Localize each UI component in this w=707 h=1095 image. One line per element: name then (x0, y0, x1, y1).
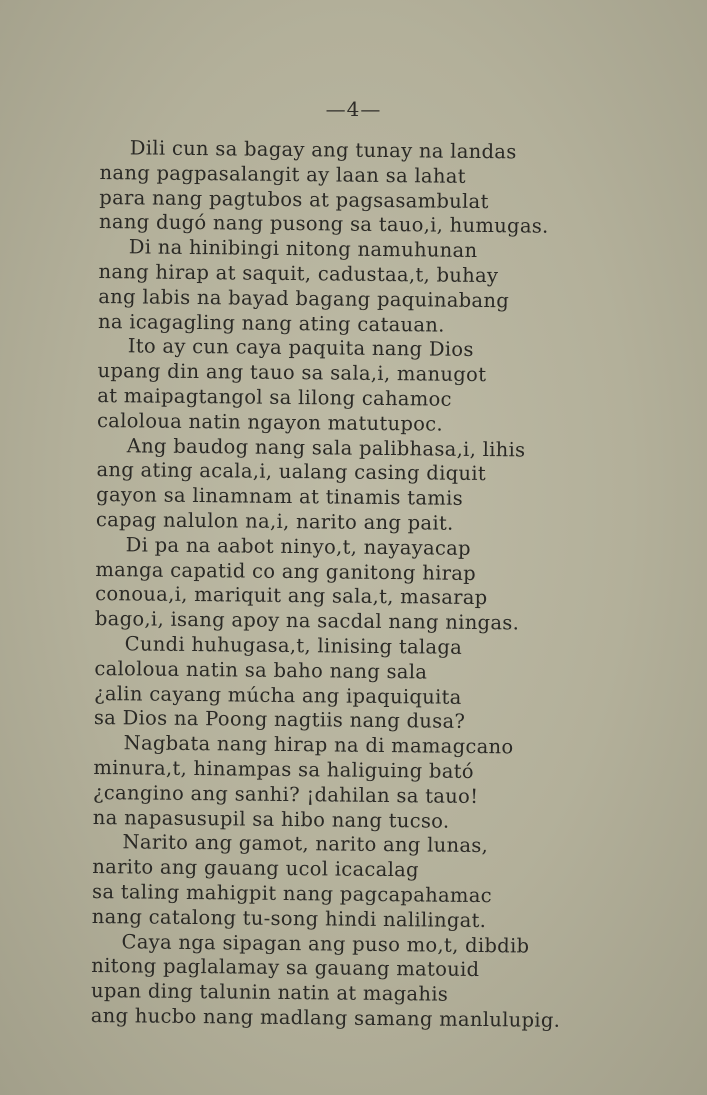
poem-line: manga capatid co ang ganitong hirap (95, 557, 477, 585)
poem-line: ¿alin cayang múcha ang ipaquiquita (94, 681, 462, 709)
poem-line: nang pagpasalangit ay laan sa lahat (99, 160, 466, 188)
poem-line: at maipagtangol sa lilong cahamoc (97, 383, 452, 411)
poem-line: Di pa na aabot ninyo,t, nayayacap (125, 533, 472, 560)
page-number: —4— (325, 97, 382, 121)
poem-line: caloloua natin sa baho nang sala (94, 656, 428, 684)
poem-line: nang hirap at saquit, cadustaa,t, buhay (98, 259, 499, 288)
poem-line: ang hucbo nang madlang samang manlulupig. (90, 1003, 561, 1032)
poem-line: upan ding talunin natin at magahis (90, 979, 449, 1006)
poem-line: Caya nga sipagan ang puso mo,t, dibdib (121, 929, 530, 958)
poem-line: narito ang gauang ucol icacalag (92, 855, 419, 882)
poem-line: conoua,i, mariquit ang sala,t, masarap (95, 582, 488, 610)
poem-line: caloloua natin ngayon matutupoc. (96, 408, 444, 436)
poem-line: Nagbata nang hirap na di mamagcano (123, 731, 514, 759)
poem-line: gayon sa linamnam at tinamis tamis (96, 483, 464, 510)
poem-line: ang ating acala,i, ualang casing diquit (96, 458, 487, 486)
poem-line: Ang baudog nang sala palibhasa,i, lihis (126, 433, 526, 462)
poem-line: na napasusupil sa hibo nang tucso. (92, 805, 450, 833)
poem-line: bago,i, isang apoy na sacdal nang ningas. (94, 607, 520, 635)
poem-line: capag nalulon na,i, narito ang pait. (95, 507, 454, 535)
poem-line: ang labis na bayad bagang paquinabang (98, 284, 510, 313)
poem-line: Ito ay cun caya paquita nang Dios (127, 334, 474, 362)
poem-line: Cundi huhugasa,t, linising talaga (124, 632, 463, 659)
poem-line: nang dugó nang pusong sa tauo,i, humugas. (98, 210, 549, 239)
poem-line: nang catalong tu-song hindi nalilingat. (91, 904, 487, 932)
poem-line: sa Dios na Poong nagtiis nang dusa? (93, 706, 466, 734)
poem-line: nitong paglalamay sa gauang matouid (91, 954, 480, 982)
poem-line: ¿cangino ang sanhi? ¡dahilan sa tauo! (93, 780, 479, 808)
poem-line: para nang pagtubos at pagsasambulat (99, 185, 489, 213)
poem-line: Narito ang gamot, narito ang lunas, (122, 830, 489, 858)
poem-line: sa taling mahigpit nang pagcapahamac (91, 879, 493, 908)
poem-line: na icagagling nang ating catauan. (97, 309, 445, 337)
poem-line: Di na hinibingi nitong namuhunan (128, 235, 478, 263)
poem-line: upang din ang tauo sa sala,i, manugot (97, 359, 487, 387)
poem-line: Dili cun sa bagay ang tunay na landas (129, 136, 517, 164)
poem-line: minura,t, hinampas sa haliguing bató (93, 755, 474, 783)
poem-text (91, 136, 660, 1035)
